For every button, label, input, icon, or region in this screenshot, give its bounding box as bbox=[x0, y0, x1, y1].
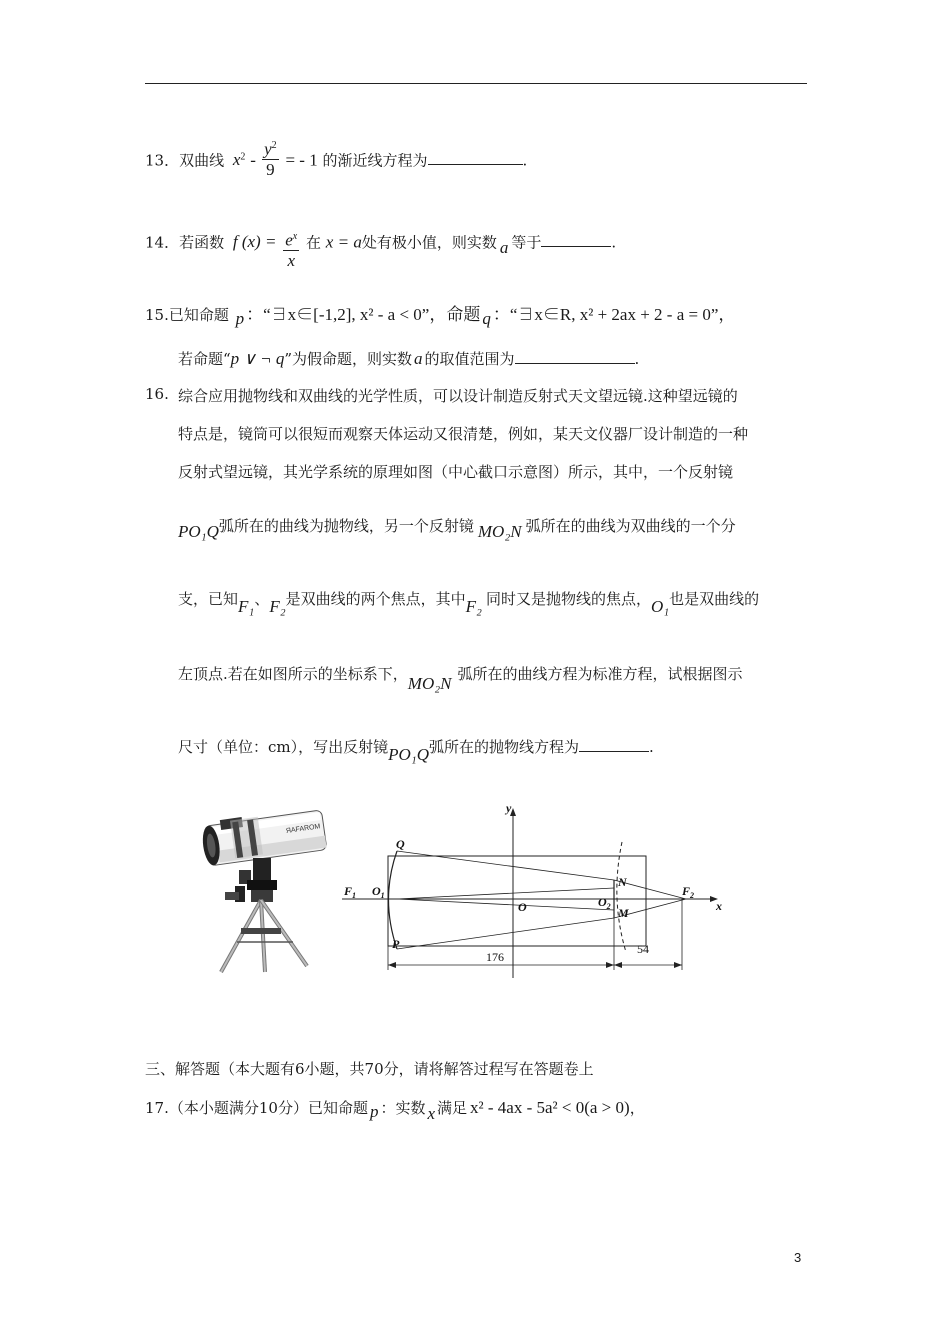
label-O: O bbox=[518, 900, 527, 914]
dimension-176: 176 bbox=[486, 950, 504, 964]
q15-logic: p ∨ ¬ q bbox=[230, 349, 285, 368]
q16-arc-pq: PO₁Q bbox=[178, 522, 219, 541]
q13-tail: 的渐近线方程为 bbox=[322, 151, 428, 170]
q16-line5-c: 同时又是抛物线的焦点， bbox=[485, 590, 651, 608]
q16-sep: 、 bbox=[254, 590, 270, 608]
question-17 bbox=[145, 1097, 645, 1123]
page-number: 3 bbox=[794, 1250, 802, 1265]
q15-p-body: ：“∃x∈[-1,2], x² - a < 0”，命题 bbox=[246, 305, 481, 324]
q13-answer-blank[interactable] bbox=[428, 150, 523, 165]
q16-line4-text2: 弧所在的曲线为双曲线的一个分 bbox=[525, 517, 736, 535]
q16-line4-text1: 弧所在的曲线为抛物线，另一个反射镜 bbox=[218, 517, 474, 535]
label-N: N bbox=[618, 875, 627, 889]
label-F1: $F_1$ bbox=[344, 884, 357, 900]
optical-diagram bbox=[340, 800, 730, 990]
q15-end: . bbox=[634, 350, 640, 368]
q16-line7 bbox=[178, 736, 654, 764]
q16-line5-d: 也是双曲线的 bbox=[669, 590, 760, 608]
q16-line1: 综合应用抛物线和双曲线的光学性质，可以设计制造反射式天文望远镜.这种望远镜的 bbox=[178, 387, 738, 405]
q14-mid: 在 bbox=[306, 233, 322, 252]
tube-outline bbox=[388, 856, 646, 946]
q14-answer-blank[interactable] bbox=[541, 232, 611, 247]
q13-x: x bbox=[232, 150, 241, 170]
q16-line6-a: 左顶点.若在如图所示的坐标系下， bbox=[178, 665, 408, 683]
q16-f1: F₁ bbox=[238, 597, 255, 616]
q14-function: f (x) = bbox=[232, 232, 277, 252]
q13-number: 13．双曲线 bbox=[145, 151, 225, 170]
q17-prefix: 17.（本小题满分10分）已知命题 bbox=[145, 1099, 368, 1117]
q16-line7-a: 尺寸（单位：cm），写出反射镜 bbox=[178, 738, 389, 756]
q16-line5 bbox=[178, 588, 760, 616]
x-axis-label: x bbox=[716, 899, 722, 913]
question-15-line1 bbox=[145, 300, 736, 328]
parabola-mirror bbox=[389, 851, 398, 949]
q14-number: 14．若函数 bbox=[145, 233, 225, 252]
q14-fraction bbox=[283, 228, 299, 271]
q16-line5-b: 是双曲线的两个焦点，其中 bbox=[285, 590, 466, 608]
q14-tail: 处有极小值，则实数 bbox=[361, 233, 497, 252]
q15-prefix: 15.已知命题 bbox=[145, 306, 229, 324]
q14-tail2: 等于 bbox=[511, 233, 542, 252]
dimension-54: 54 bbox=[637, 942, 649, 956]
q17-p: p bbox=[369, 1102, 379, 1121]
q15-var-a: a bbox=[414, 349, 423, 368]
q13-fraction bbox=[262, 137, 279, 180]
q16-line6-b: 弧所在的曲线方程为标准方程，试根据图示 bbox=[457, 665, 743, 683]
q13-frac-num: $y^2$ bbox=[262, 137, 279, 160]
q13-end: . bbox=[522, 151, 528, 170]
question-14 bbox=[145, 222, 617, 270]
q14-end: . bbox=[611, 233, 617, 252]
q16-f2: F₂ bbox=[269, 597, 286, 616]
q13-frac-den: 9 bbox=[266, 159, 275, 179]
q14-condition: x = a bbox=[325, 232, 362, 252]
section-3-heading: 三、解答题（本大题有6小题，共70分，请将解答过程写在答题卷上 bbox=[145, 1060, 594, 1078]
q13-minus: - bbox=[250, 150, 261, 170]
q16-answer-blank[interactable] bbox=[579, 737, 649, 752]
q17-tail: 满足 bbox=[437, 1099, 468, 1117]
q15-line2-tail: 的取值范围为 bbox=[424, 350, 515, 368]
label-O1: $O_1$ bbox=[372, 884, 385, 900]
y-axis-label: y bbox=[506, 801, 512, 815]
label-Q: Q bbox=[396, 837, 405, 851]
q13-equals: = - 1 bbox=[285, 150, 318, 170]
q16-line4 bbox=[178, 515, 736, 541]
q17-inequality: x² - 4ax - 5a² < 0(a > 0) bbox=[470, 1098, 630, 1117]
q16-arc-mn: MO₂N bbox=[477, 522, 522, 541]
q16-arc-pq-2: PO₁Q bbox=[388, 745, 429, 764]
label-O2: $O_2$ bbox=[598, 895, 611, 911]
q14-frac-num: $e^x$ bbox=[283, 228, 299, 251]
q16-arc-mn-2: MO₂N bbox=[407, 674, 452, 693]
header-rule bbox=[145, 83, 807, 84]
question-15-line2 bbox=[178, 348, 639, 369]
q16-line2: 特点是，镜筒可以很短而观察天体运动又很清楚，例如，某天文仪器厂设计制造的一种 bbox=[178, 425, 749, 443]
q16-line7-b: 弧所在的抛物线方程为 bbox=[429, 738, 580, 756]
q14-frac-den: x bbox=[287, 250, 295, 270]
label-P: P bbox=[392, 937, 400, 951]
q14-var-a: a bbox=[499, 238, 509, 258]
hyperbola-mirror bbox=[617, 842, 626, 952]
q16-number: 16. bbox=[145, 385, 169, 403]
q15-p: p bbox=[235, 309, 245, 328]
q16-line5-a: 支，已知 bbox=[178, 590, 239, 608]
q17-mid: ：实数 bbox=[380, 1099, 426, 1117]
q16-line3: 反射式望远镜，其光学系统的原理如图（中心截口示意图）所示，其中，一个反射镜 bbox=[178, 463, 734, 481]
label-M: M bbox=[618, 906, 629, 920]
q16-end: . bbox=[649, 738, 654, 756]
telescope-illustration bbox=[195, 800, 335, 975]
q15-answer-blank[interactable] bbox=[515, 349, 635, 364]
q15-q-body: ：“∃x∈R, x² + 2ax + 2 - a = 0”， bbox=[492, 305, 736, 324]
q16-o1: O₁ bbox=[650, 597, 670, 616]
q15-line2-prefix: 若命题“ bbox=[178, 350, 231, 368]
q15-line2-mid: ”为假命题，则实数 bbox=[284, 350, 413, 368]
label-F2: $F_2$ bbox=[682, 884, 695, 900]
q15-q: q bbox=[482, 309, 491, 328]
q16-line6 bbox=[178, 663, 743, 693]
telescope-brand: ЯAFAROM bbox=[285, 823, 321, 835]
question-13: 13．双曲线 $x^2$ - $\frac{y^2}{9}$ = - 1 的渐近线方程为 . bbox=[145, 140, 527, 183]
q16-f2-again: F₂ bbox=[465, 597, 482, 616]
q17-end: ， bbox=[629, 1099, 645, 1117]
q17-x: x bbox=[427, 1104, 436, 1123]
